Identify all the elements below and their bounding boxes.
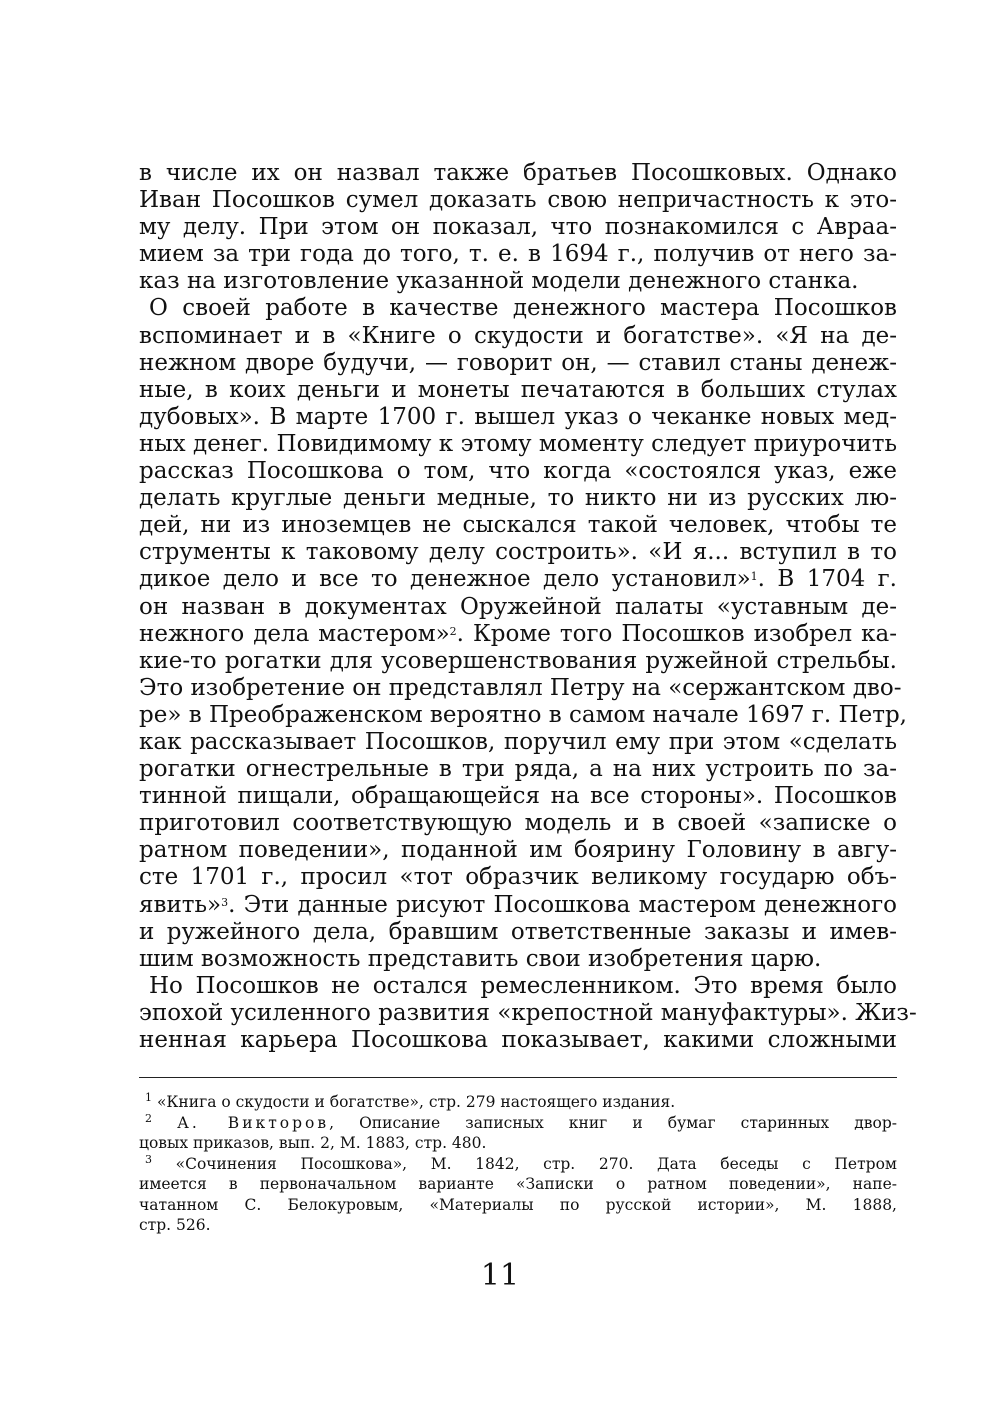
text-fragment: . Кроме того Посошков изобрел ка- — [456, 620, 897, 647]
footnote-mark-2: 2 — [145, 1111, 152, 1125]
text-fragment: нежного дела мастером» — [139, 620, 450, 647]
footnote-ref-3: 3 — [221, 895, 229, 909]
text-line: ре» в Преображенском вероятно в самом начале 1697 г. Петр, — [139, 701, 907, 728]
text-line: дей, ни из иноземцев не сыскался такой человек, чтобы те — [139, 512, 897, 539]
text-line: рогатки огнестрельные в три ряда, а на них устроить по за- — [139, 756, 897, 783]
text-fragment: . Эти данные рисуют Посошкова мастером денежного — [228, 891, 897, 918]
text-line: Но Посошков не остался ремесленником. Это время было — [149, 972, 897, 999]
text-fragment: дикое дело и все то денежное дело установил» — [139, 566, 751, 593]
text-fragment: . В 1704 г. — [757, 566, 897, 593]
footnote-ref-2: 2 — [449, 624, 457, 638]
main-text — [139, 160, 917, 1054]
paragraph-1 — [139, 160, 897, 295]
footnote-3-cont: стр. 526. — [139, 1216, 211, 1234]
footnote-3-cont: чатанном С. Белокуровым, «Материалы по русской истории», М. 1888, — [139, 1195, 897, 1214]
text-line: делать круглые деньги медные, то никто ни из русских лю- — [139, 485, 897, 512]
text-line: вспоминает и в «Книге о скудости и богатстве». «Я на де- — [139, 322, 897, 349]
text-line: ненная карьера Посошкова показывает, какими сложными — [139, 1027, 897, 1053]
footnote-text: «Сочинения Посошкова», М. 1842, стр. 270. Дата беседы с Петром — [175, 1154, 897, 1173]
text-line: приготовил соответствующую модель и в своей «записке о — [139, 810, 897, 837]
text-line: Иван Посошков сумел доказать свою непричастность к это- — [139, 187, 897, 214]
text-line: шим возможность представить свои изобретения царю. — [139, 945, 822, 972]
text-fragment: явить» — [139, 891, 222, 918]
footnote-mark-3: 3 — [145, 1152, 152, 1166]
text-line: мием за три года до того, т. е. в 1694 г., получив от него за- — [139, 241, 897, 268]
footnote-mark-1: 1 — [145, 1091, 152, 1104]
footnote-ref-1: 1 — [750, 570, 758, 584]
paragraph-2 — [139, 295, 907, 972]
text-line: рассказ Посошкова о том, что когда «состоялся указ, еже — [139, 458, 897, 485]
text-line: он назван в документах Оружейной палаты «уставным де- — [139, 593, 897, 620]
text-line: ратном поведении», поданной им боярину Головину в авгу- — [139, 837, 897, 864]
footnote-3 — [139, 1154, 897, 1175]
text-line: и ружейного дела, бравшим ответственные заказы и имев- — [139, 918, 897, 945]
text-line: Это изобретение он представлял Петру на «сержантском дво- — [139, 674, 902, 701]
footnote-1 — [139, 1092, 897, 1113]
text-line — [139, 566, 897, 593]
footnotes — [139, 1092, 897, 1236]
text-line: в числе их он назвал также братьев Посошковых. Однако — [139, 160, 897, 186]
page-body — [139, 160, 917, 1054]
text-line — [139, 621, 897, 648]
text-line: му делу. При этом он показал, что познакомился с Авраа- — [139, 214, 897, 241]
text-line — [139, 892, 897, 919]
page-number: 11 — [480, 1258, 520, 1293]
text-line: эпохой усиленного развития «крепостной мануфактуры». Жиз- — [139, 999, 917, 1026]
text-line: каз на изготовление указанной модели денежного станка. — [139, 268, 859, 295]
footnote-2 — [139, 1113, 897, 1134]
text-line: тинной пищали, обращающейся на все стороны». Посошков — [139, 783, 897, 810]
footnote-author: А. Викторов — [177, 1113, 330, 1132]
text-line: кие-то рогатки для усовершенствования ружейной стрельбы. — [139, 647, 897, 674]
footnote-divider — [139, 1077, 897, 1078]
text-line: О своей работе в качестве денежного мастера Посошков — [149, 295, 897, 322]
text-line: нежном дворе будучи, — говорит он, — ставил станы денеж- — [139, 349, 897, 376]
text-line: струменты к таковому делу состроить». «И я... вступил в то — [139, 539, 897, 566]
footnote-text: «Книга о скудости и богатстве», стр. 279 настоящего издания. — [156, 1093, 676, 1111]
footnote-2-cont: цовых приказов, вып. 2, М. 1883, стр. 480. — [139, 1134, 487, 1152]
text-line: дубовых». В марте 1700 г. вышел указ о чеканке новых мед- — [139, 403, 897, 430]
paragraph-3 — [139, 972, 917, 1054]
text-line: сте 1701 г., просил «тот образчик великому государю объ- — [139, 864, 897, 891]
text-line: ных денег. Повидимому к этому моменту следует приурочить — [139, 430, 897, 457]
text-line: ные, в коих деньги и монеты печатаются в больших стулах — [139, 376, 897, 403]
text-line: как рассказывает Посошков, поручил ему при этом «сделать — [139, 728, 897, 755]
footnote-3-cont: имеется в первоначальном варианте «Записки о ратном поведении», напе- — [139, 1175, 897, 1193]
footnote-text: , Описание записных книг и бумаг старинных двор- — [329, 1113, 897, 1132]
